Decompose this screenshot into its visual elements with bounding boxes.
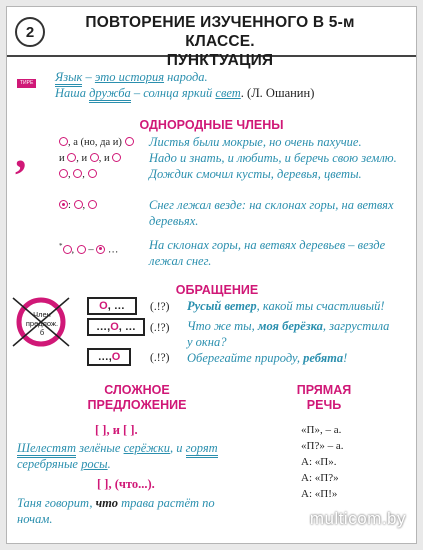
complex-example-1a: Шелестят зелёные серёжки, и горят <box>17 440 218 456</box>
page-title <box>55 13 385 70</box>
address-punct-3: (.!?) <box>150 352 170 364</box>
complex-example-1b: серебряные росы. <box>17 457 111 471</box>
direct-speech-schemes <box>301 422 343 502</box>
dash-tag: ТИРЕ <box>17 79 36 88</box>
title-line-1: ПОВТОРЕНИЕ ИЗУЧЕННОГО В 5-м КЛАССЕ. <box>85 14 355 50</box>
circle-icon <box>125 137 134 146</box>
circle-icon <box>59 169 68 178</box>
homogeneous-example-1: Листья были мокрые, но очень пахучие. <box>149 135 362 149</box>
circle-icon <box>63 245 72 254</box>
direct-scheme-4: А: «П?» <box>301 472 339 484</box>
circle-icon <box>88 169 97 178</box>
homogeneous-example-4b: деревьях. <box>149 214 199 228</box>
address-scheme-1: O , … <box>87 297 137 315</box>
complex-scheme-2: [ ], (что...). <box>97 477 155 491</box>
circle-icon <box>73 169 82 178</box>
circle-icon <box>112 153 121 162</box>
homogeneous-example-2: Надо и знать, и любить, и беречь свою землю. <box>149 151 397 165</box>
homogeneous-heading: ОДНОРОДНЫЕ ЧЛЕНЫ <box>139 118 284 132</box>
dash-example-2: Наша дружба – солнца яркий свет. (Л. Ошанин) <box>55 85 314 101</box>
direct-speech-heading: ПРЯМАЯ РЕЧЬ <box>296 383 352 412</box>
direct-scheme-5: А: «П!» <box>301 488 338 500</box>
direct-scheme-3: А: «П». <box>301 456 337 468</box>
scheme-homogeneous-dash: * , – … <box>59 242 119 256</box>
address-example-1: Русый ветер, какой ты счастливый! <box>187 299 385 313</box>
section-number: 2 <box>15 17 45 47</box>
circle-icon <box>74 200 83 209</box>
homogeneous-example-5a: На склонах горы, на ветвях деревьев – везде <box>149 238 386 252</box>
complex-example-2a: Таня говорит, что трава растёт по <box>17 496 215 510</box>
circle-icon <box>67 153 76 162</box>
complex-scheme-1: [ ], и [ ]. <box>95 423 138 437</box>
watermark: multicom.by <box>309 509 406 528</box>
circle-icon <box>59 137 68 146</box>
address-heading: ОБРАЩЕНИЕ <box>175 283 259 297</box>
complex-heading: СЛОЖНОЕ ПРЕДЛОЖЕНИЕ <box>87 383 187 412</box>
address-punct-2: (.!?) <box>150 322 170 334</box>
circle-icon <box>90 153 99 162</box>
scheme-homogeneous-1: , а (но, да и) <box>59 136 134 150</box>
address-example-3: Оберегайте природу, ребята! <box>187 351 348 365</box>
homogeneous-example-3: Дождик смочил кусты, деревья, цветы. <box>149 167 362 181</box>
address-example-2: Что же ты, моя берёзка, загрустила <box>187 319 390 333</box>
dotted-circle-icon <box>59 200 68 209</box>
address-example-2b: у окна? <box>187 335 227 349</box>
header <box>7 7 416 69</box>
comma-symbol: , <box>15 126 27 177</box>
circle-icon <box>88 200 97 209</box>
address-punct-1: (.!?) <box>150 301 170 313</box>
circle-icon <box>77 245 86 254</box>
address-scheme-2: …, O , … <box>87 318 145 336</box>
dash-example-1: Язык – это история народа. <box>55 69 208 85</box>
scheme-homogeneous-2: и , и , и <box>59 152 121 166</box>
homogeneous-example-4a: Снег лежал везде: на склонах горы, на ветвях <box>149 198 394 212</box>
dotted-circle-icon <box>96 245 105 254</box>
scheme-homogeneous-colon: : , <box>59 199 97 213</box>
direct-scheme-2: «П?» – а. <box>301 440 344 452</box>
address-scheme-3: …, O <box>87 348 131 366</box>
scheme-homogeneous-3: , , <box>59 168 97 182</box>
homogeneous-example-5b: лежал снег. <box>149 254 212 268</box>
not-a-sentence-member-icon: Член предлож. б <box>11 294 73 350</box>
title-line-2: ПУНКТУАЦИЯ <box>166 52 274 69</box>
complex-example-2b: ночам. <box>17 512 53 526</box>
direct-scheme-1: «П», – а. <box>301 424 342 436</box>
poster-page <box>6 6 417 544</box>
